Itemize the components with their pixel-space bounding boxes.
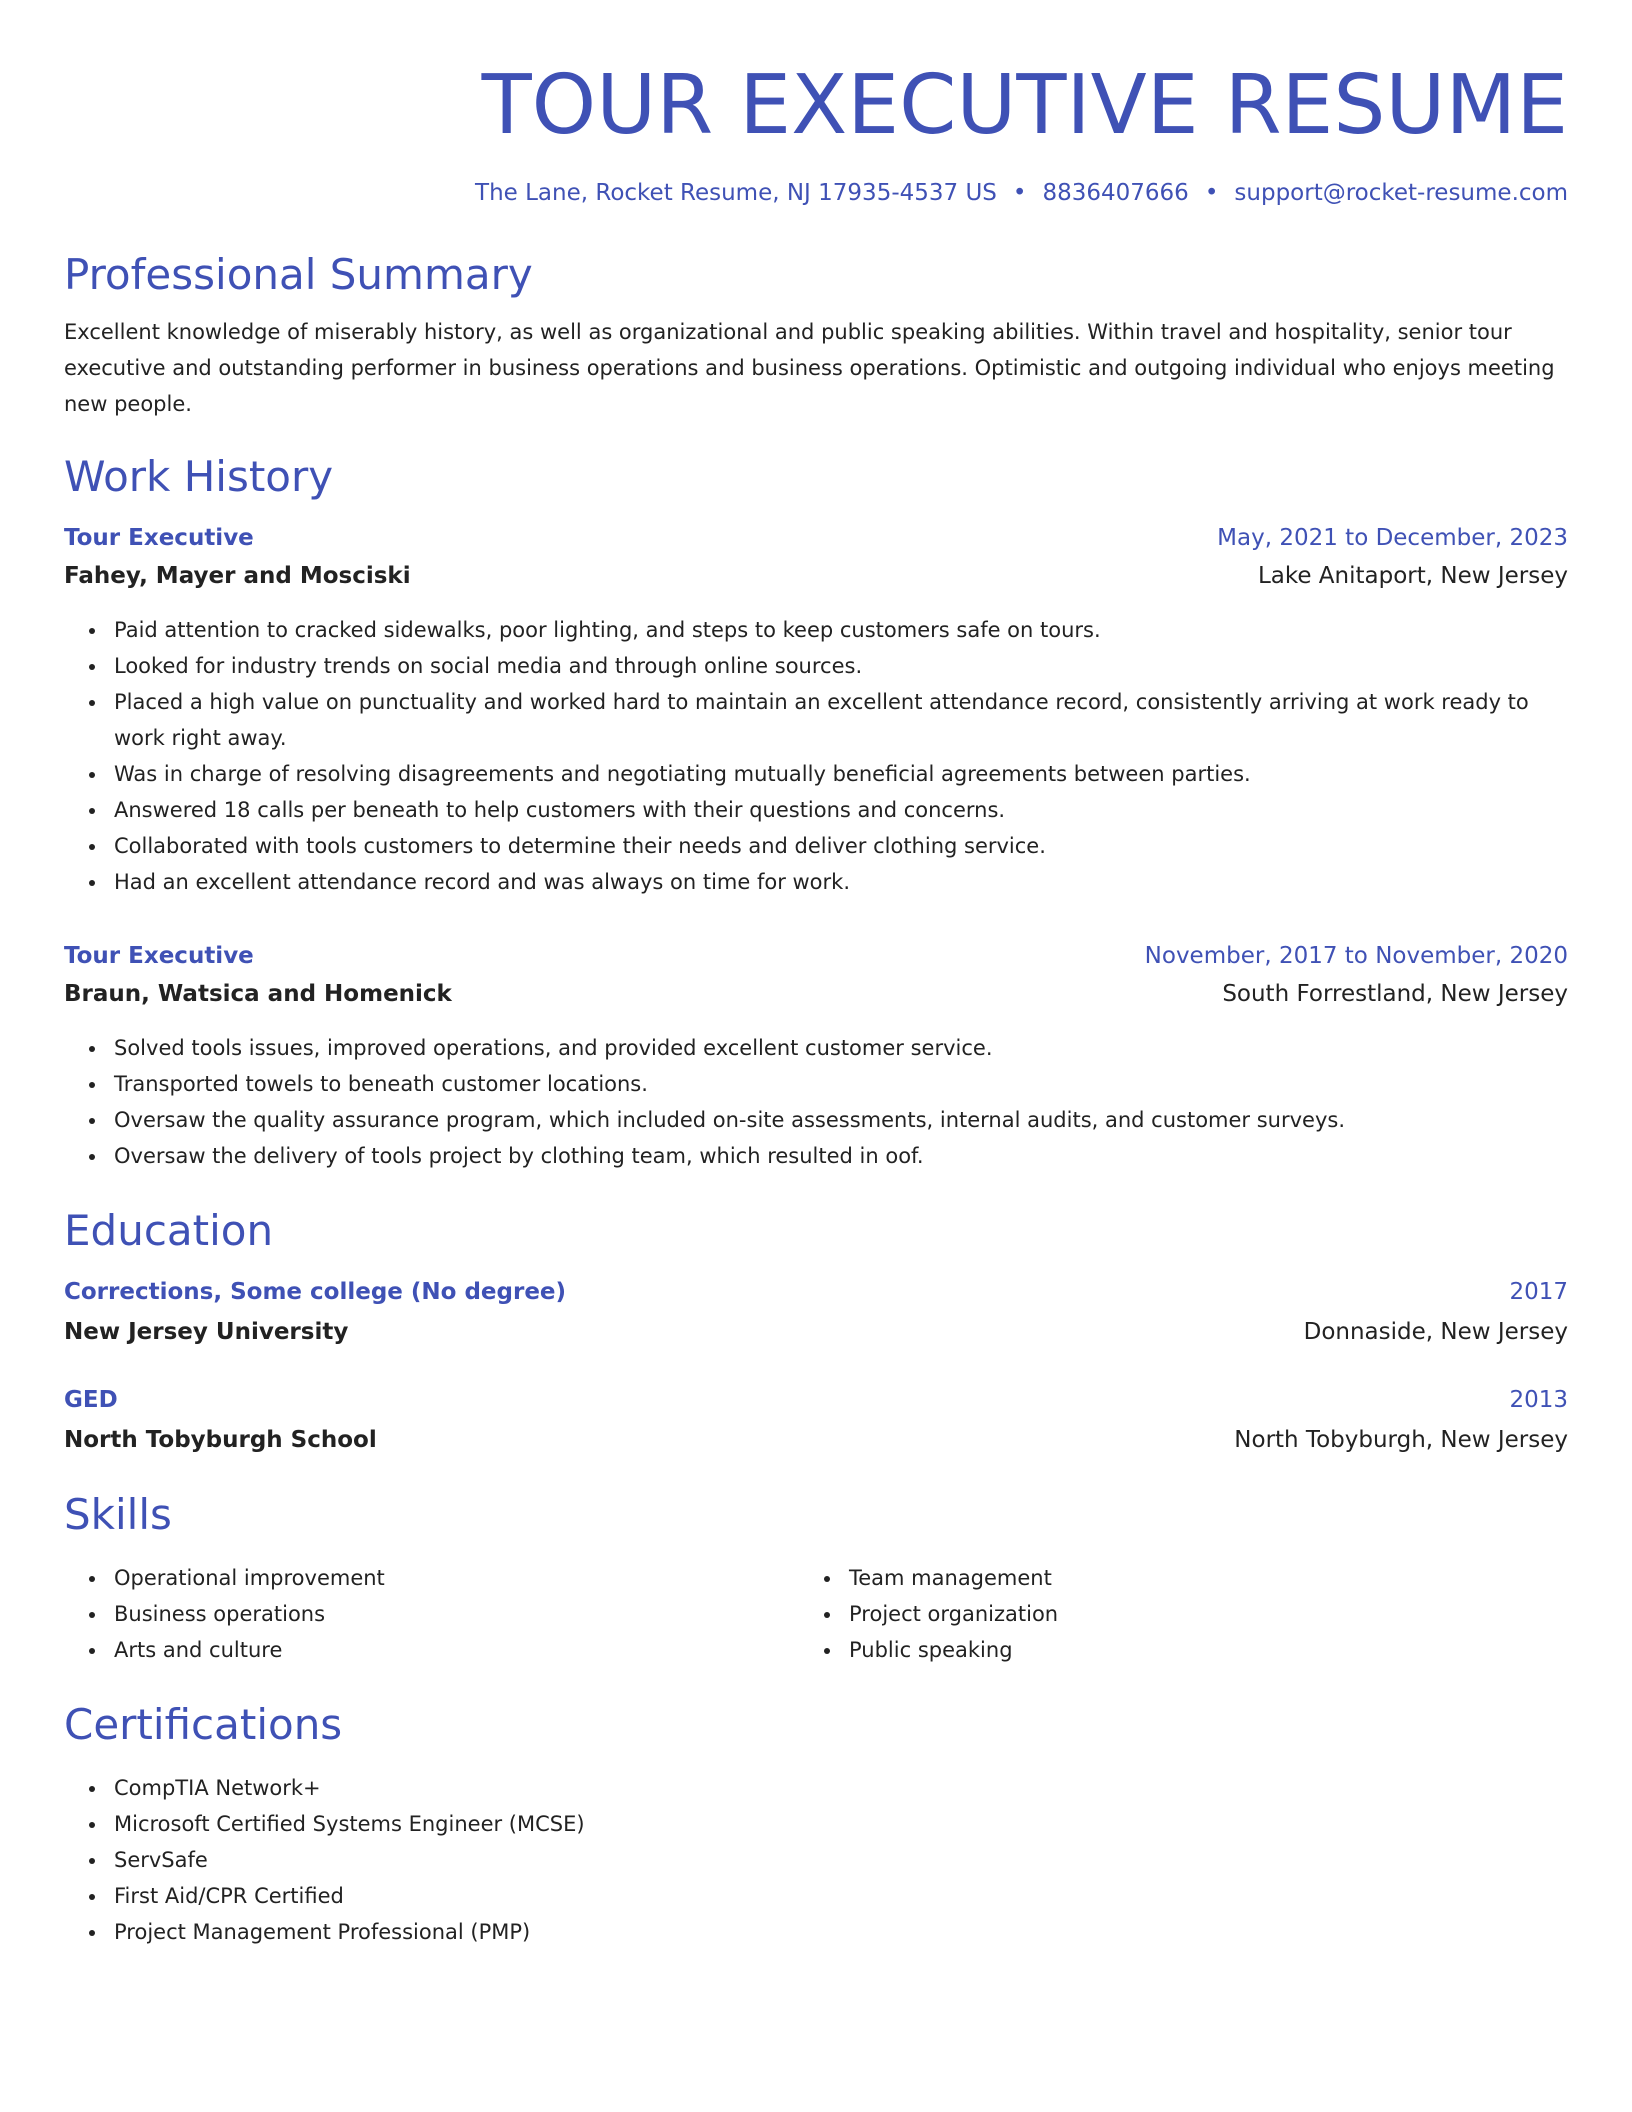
skills-heading: Skills <box>64 1490 172 1539</box>
education-degree: GED <box>64 1387 118 1413</box>
skill-item: • Project organization <box>843 1596 1534 1632</box>
education-school: New Jersey University <box>64 1319 349 1345</box>
education-school: North Tobyburgh School <box>64 1427 377 1453</box>
education-location: North Tobyburgh, New Jersey <box>1234 1427 1568 1453</box>
list-item: • Answered 18 calls per beneath to help customers with their questions and concerns. <box>108 792 1568 828</box>
skill-item: • Public speaking <box>843 1632 1534 1668</box>
certifications-list <box>64 1770 1568 1950</box>
contact-phone: 8836407666 <box>1042 180 1189 206</box>
list-item: • Looked for industry trends on social media and through online sources. <box>108 648 1568 684</box>
education-year: 2017 <box>1509 1279 1568 1305</box>
certifications-heading: Certifications <box>64 1700 343 1749</box>
summary-heading: Professional Summary <box>64 250 533 299</box>
skills-list-right <box>799 1560 1534 1668</box>
certification-item: • CompTIA Network+ <box>108 1770 1568 1806</box>
job-company: Braun, Watsica and Homenick <box>64 981 452 1007</box>
job-bullets <box>64 1030 1568 1174</box>
education-entry <box>64 1276 1568 1350</box>
skill-item: • Operational improvement <box>108 1560 799 1596</box>
job-location: Lake Anitaport, New Jersey <box>1257 563 1568 589</box>
job-title: Tour Executive <box>64 525 254 551</box>
certification-item: • Microsoft Certified Systems Engineer (MCSE) <box>108 1806 1568 1842</box>
education-location: Donnaside, New Jersey <box>1303 1319 1568 1345</box>
list-item: • Transported towels to beneath customer locations. <box>108 1066 1568 1102</box>
resume-title: TOUR EXECUTIVE RESUME <box>481 58 1568 153</box>
summary-text: Excellent knowledge of miserably history, as well as organizational and public speaking abilities. Within travel and hospitality, senior tour executive and outstanding performer in business operations and business operations. Optimistic and outgoing individual who enjoys meeting new people. <box>64 320 1555 416</box>
contact-separator: • <box>1204 180 1219 206</box>
skills-grid <box>64 1560 1568 1668</box>
skill-item: • Business operations <box>108 1596 799 1632</box>
list-item: • Oversaw the quality assurance program, which included on-site assessments, internal audits, and customer surveys. <box>108 1102 1568 1138</box>
education-year: 2013 <box>1509 1387 1568 1413</box>
job-entry <box>64 522 1568 900</box>
education-degree: Corrections, Some college (No degree) <box>64 1279 567 1305</box>
job-location: South Forrestland, New Jersey <box>1222 981 1568 1007</box>
job-company: Fahey, Mayer and Mosciski <box>64 563 411 589</box>
job-title: Tour Executive <box>64 943 254 969</box>
job-entry <box>64 940 1568 1174</box>
education-entry <box>64 1384 1568 1458</box>
list-item: • Had an excellent attendance record and was always on time for work. <box>108 864 1568 900</box>
certification-item: • Project Management Professional (PMP) <box>108 1914 1568 1950</box>
job-dates: May, 2021 to December, 2023 <box>1217 525 1568 551</box>
skills-list-left <box>64 1560 799 1668</box>
list-item: • Was in charge of resolving disagreements and negotiating mutually beneficial agreements between parties. <box>108 756 1568 792</box>
list-item: • Solved tools issues, improved operations, and provided excellent customer service. <box>108 1030 1568 1066</box>
job-dates: November, 2017 to November, 2020 <box>1144 943 1568 969</box>
contact-address: The Lane, Rocket Resume, NJ 17935-4537 US <box>475 180 997 206</box>
job-bullets <box>64 612 1568 900</box>
list-item: • Paid attention to cracked sidewalks, poor lighting, and steps to keep customers safe on tours. <box>108 612 1568 648</box>
list-item: • Placed a high value on punctuality and worked hard to maintain an excellent attendance record, consistently arriving at work ready to work right away. <box>108 684 1568 756</box>
certification-item: • ServSafe <box>108 1842 1568 1878</box>
work-history-heading: Work History <box>64 452 334 501</box>
list-item: • Oversaw the delivery of tools project by clothing team, which resulted in oof. <box>108 1138 1568 1174</box>
contact-line <box>64 178 1568 208</box>
contact-separator: • <box>1012 180 1027 206</box>
skill-item: • Arts and culture <box>108 1632 799 1668</box>
list-item: • Collaborated with tools customers to determine their needs and deliver clothing service. <box>108 828 1568 864</box>
skill-item: • Team management <box>843 1560 1534 1596</box>
contact-email[interactable]: support@rocket-resume.com <box>1234 180 1568 206</box>
education-heading: Education <box>64 1206 274 1255</box>
certification-item: • First Aid/CPR Certified <box>108 1878 1568 1914</box>
